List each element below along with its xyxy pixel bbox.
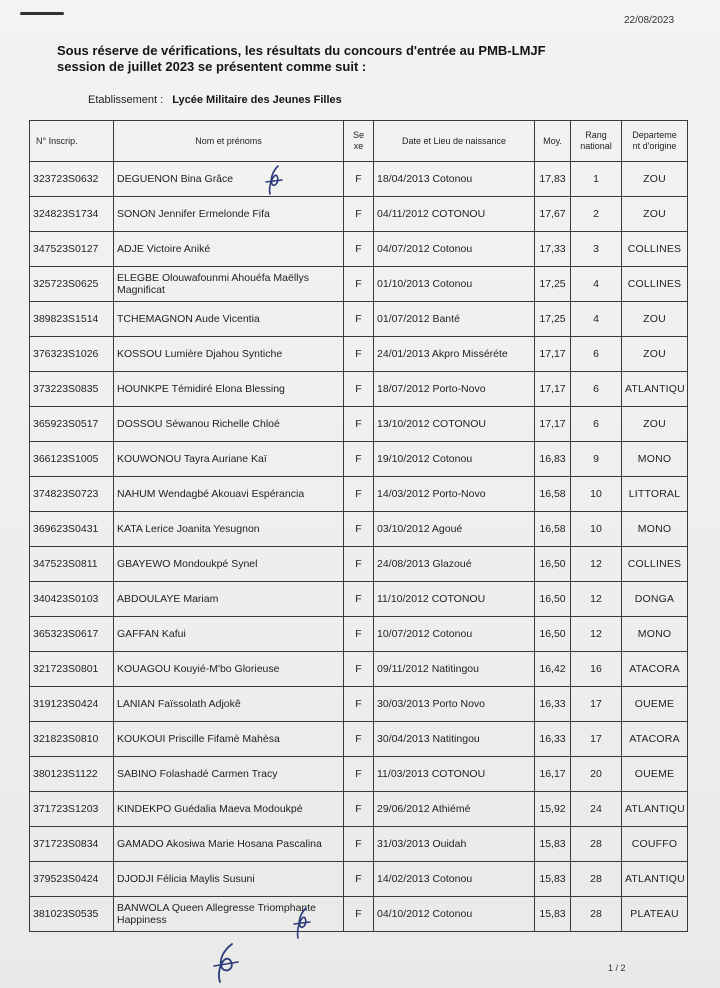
table-row xyxy=(30,792,688,827)
header-rank-line-1: Rang xyxy=(585,130,607,140)
cell-birth: 30/04/2013 Natitingou xyxy=(374,722,535,757)
cell-average: 16,83 xyxy=(535,442,571,477)
cell-sex: F xyxy=(344,477,374,512)
cell-sex: F xyxy=(344,722,374,757)
table-row xyxy=(30,442,688,477)
cell-sex: F xyxy=(344,232,374,267)
cell-sex: F xyxy=(344,442,374,477)
cell-birth: 18/04/2013 Cotonou xyxy=(374,162,535,197)
table-row xyxy=(30,302,688,337)
cell-name: BANWOLA Queen Allegresse Triomphante Happiness xyxy=(114,897,344,932)
cell-department: ATLANTIQU xyxy=(622,792,688,827)
table-row xyxy=(30,722,688,757)
cell-sex: F xyxy=(344,792,374,827)
cell-id: 321723S0801 xyxy=(30,652,114,687)
cell-sex: F xyxy=(344,547,374,582)
cell-sex: F xyxy=(344,162,374,197)
cell-department: ATACORA xyxy=(622,652,688,687)
cell-department: LITTORAL xyxy=(622,477,688,512)
cell-department: COLLINES xyxy=(622,547,688,582)
cell-name: KOSSOU Lumière Djahou Syntiche xyxy=(114,337,344,372)
table-header-row xyxy=(30,121,688,162)
cell-department: ZOU xyxy=(622,407,688,442)
cell-sex: F xyxy=(344,267,374,302)
cell-sex: F xyxy=(344,302,374,337)
cell-name: DEGUENON Bina Grâce xyxy=(114,162,344,197)
cell-name: SONON Jennifer Ermelonde Fifa xyxy=(114,197,344,232)
cell-average: 15,92 xyxy=(535,792,571,827)
cell-average: 17,17 xyxy=(535,337,571,372)
bottom-signature-mark xyxy=(208,940,248,986)
cell-average: 17,17 xyxy=(535,407,571,442)
header-sex-line-2: xe xyxy=(353,141,364,151)
cell-birth: 19/10/2012 Cotonou xyxy=(374,442,535,477)
establishment-name: Lycée Militaire des Jeunes Filles xyxy=(172,94,342,106)
dash-mark xyxy=(20,12,64,15)
table-row xyxy=(30,407,688,442)
table-row xyxy=(30,687,688,722)
cell-name: ELEGBE Olouwafounmi Ahouéfa Maëllys Magnificat xyxy=(114,267,344,302)
cell-rank: 4 xyxy=(571,302,622,337)
table-row xyxy=(30,617,688,652)
cell-department: ZOU xyxy=(622,197,688,232)
cell-rank: 12 xyxy=(571,547,622,582)
cell-rank: 6 xyxy=(571,337,622,372)
cell-rank: 9 xyxy=(571,442,622,477)
header-rank-line-2: national xyxy=(580,141,612,151)
cell-average: 16,33 xyxy=(535,722,571,757)
cell-sex: F xyxy=(344,372,374,407)
cell-average: 15,83 xyxy=(535,897,571,932)
cell-id: 319123S0424 xyxy=(30,687,114,722)
cell-birth: 14/02/2013 Cotonou xyxy=(374,862,535,897)
cell-department: ATLANTIQU xyxy=(622,372,688,407)
table-row xyxy=(30,652,688,687)
cell-department: COLLINES xyxy=(622,232,688,267)
cell-name: NAHUM Wendagbé Akouavi Espérancia xyxy=(114,477,344,512)
cell-rank: 17 xyxy=(571,687,622,722)
cell-birth: 29/06/2012 Athiémé xyxy=(374,792,535,827)
cell-id: 366123S1005 xyxy=(30,442,114,477)
cell-sex: F xyxy=(344,862,374,897)
cell-department: OUEME xyxy=(622,757,688,792)
cell-sex: F xyxy=(344,827,374,862)
cell-sex: F xyxy=(344,337,374,372)
cell-name: KOUAGOU Kouyié-M'bo Glorieuse xyxy=(114,652,344,687)
cell-name: ABDOULAYE Mariam xyxy=(114,582,344,617)
cell-department: ZOU xyxy=(622,162,688,197)
cell-average: 17,33 xyxy=(535,232,571,267)
cell-department: MONO xyxy=(622,617,688,652)
cell-id: 376323S1026 xyxy=(30,337,114,372)
document-date: 22/08/2023 xyxy=(624,15,675,26)
table-row xyxy=(30,757,688,792)
cell-birth: 11/03/2013 COTONOU xyxy=(374,757,535,792)
cell-department: COUFFO xyxy=(622,827,688,862)
cell-birth: 24/08/2013 Glazoué xyxy=(374,547,535,582)
cell-name: GAFFAN Kafui xyxy=(114,617,344,652)
cell-department: ZOU xyxy=(622,302,688,337)
table-row xyxy=(30,267,688,302)
cell-name: DJODJI Félicia Maylis Susuni xyxy=(114,862,344,897)
cell-department: ATLANTIQU xyxy=(622,862,688,897)
cell-rank: 1 xyxy=(571,162,622,197)
cell-name: GAMADO Akosiwa Marie Hosana Pascalina xyxy=(114,827,344,862)
heading-line-2: session de juillet 2023 se présentent comme suit : xyxy=(57,59,367,74)
header-birth: Date et Lieu de naissance xyxy=(374,121,535,162)
cell-id: 374823S0723 xyxy=(30,477,114,512)
table-row xyxy=(30,477,688,512)
cell-rank: 16 xyxy=(571,652,622,687)
cell-average: 16,50 xyxy=(535,617,571,652)
cell-average: 16,50 xyxy=(535,582,571,617)
header-rank xyxy=(571,121,622,162)
cell-rank: 2 xyxy=(571,197,622,232)
cell-rank: 6 xyxy=(571,407,622,442)
cell-name: ADJE Victoire Aniké xyxy=(114,232,344,267)
table-row xyxy=(30,897,688,932)
header-dept-line-1: Departeme xyxy=(632,130,677,140)
cell-name: SABINO Folashadé Carmen Tracy xyxy=(114,757,344,792)
cell-average: 17,25 xyxy=(535,267,571,302)
cell-average: 17,25 xyxy=(535,302,571,337)
cell-rank: 10 xyxy=(571,477,622,512)
table-row xyxy=(30,827,688,862)
cell-birth: 11/10/2012 COTONOU xyxy=(374,582,535,617)
cell-birth: 04/10/2012 Cotonou xyxy=(374,897,535,932)
header-name: Nom et prénoms xyxy=(114,121,344,162)
header-id: N° Inscrip. xyxy=(30,121,114,162)
table-row xyxy=(30,337,688,372)
cell-id: 365323S0617 xyxy=(30,617,114,652)
cell-sex: F xyxy=(344,407,374,442)
cell-department: MONO xyxy=(622,512,688,547)
table-row xyxy=(30,582,688,617)
cell-rank: 10 xyxy=(571,512,622,547)
cell-id: 365923S0517 xyxy=(30,407,114,442)
cell-birth: 04/11/2012 COTONOU xyxy=(374,197,535,232)
cell-id: 324823S1734 xyxy=(30,197,114,232)
header-sex-line-1: Se xyxy=(352,130,364,140)
cell-id: 371723S1203 xyxy=(30,792,114,827)
cell-id: 371723S0834 xyxy=(30,827,114,862)
cell-birth: 01/07/2012 Banté xyxy=(374,302,535,337)
cell-sex: F xyxy=(344,582,374,617)
establishment-line xyxy=(88,94,342,106)
cell-average: 16,58 xyxy=(535,477,571,512)
cell-birth: 24/01/2013 Akpro Misséréte xyxy=(374,337,535,372)
cell-id: 323723S0632 xyxy=(30,162,114,197)
cell-sex: F xyxy=(344,197,374,232)
cell-rank: 20 xyxy=(571,757,622,792)
results-table xyxy=(29,120,688,932)
cell-id: 347523S0127 xyxy=(30,232,114,267)
cell-sex: F xyxy=(344,897,374,932)
cell-birth: 01/10/2013 Cotonou xyxy=(374,267,535,302)
cell-name: HOUNKPE Témidiré Elona Blessing xyxy=(114,372,344,407)
cell-id: 380123S1122 xyxy=(30,757,114,792)
cell-name: TCHEMAGNON Aude Vicentia xyxy=(114,302,344,337)
table-row xyxy=(30,372,688,407)
table-row xyxy=(30,197,688,232)
cell-average: 15,83 xyxy=(535,862,571,897)
cell-department: MONO xyxy=(622,442,688,477)
cell-id: 369623S0431 xyxy=(30,512,114,547)
cell-id: 373223S0835 xyxy=(30,372,114,407)
header-sex xyxy=(344,121,374,162)
cell-birth: 09/11/2012 Natitingou xyxy=(374,652,535,687)
cell-rank: 3 xyxy=(571,232,622,267)
cell-sex: F xyxy=(344,512,374,547)
cell-birth: 18/07/2012 Porto-Novo xyxy=(374,372,535,407)
cell-average: 17,67 xyxy=(535,197,571,232)
cell-rank: 4 xyxy=(571,267,622,302)
cell-department: PLATEAU xyxy=(622,897,688,932)
cell-department: ZOU xyxy=(622,337,688,372)
cell-birth: 04/07/2012 Cotonou xyxy=(374,232,535,267)
header-dept xyxy=(622,121,688,162)
cell-average: 17,17 xyxy=(535,372,571,407)
results-heading xyxy=(57,43,677,75)
cell-average: 16,33 xyxy=(535,687,571,722)
cell-average: 16,42 xyxy=(535,652,571,687)
cell-sex: F xyxy=(344,617,374,652)
cell-id: 347523S0811 xyxy=(30,547,114,582)
cell-name: KATA Lerice Joanita Yesugnon xyxy=(114,512,344,547)
cell-id: 379523S0424 xyxy=(30,862,114,897)
cell-sex: F xyxy=(344,652,374,687)
cell-name: KOUWONOU Tayra Auriane Kaï xyxy=(114,442,344,477)
cell-id: 389823S1514 xyxy=(30,302,114,337)
cell-average: 15,83 xyxy=(535,827,571,862)
cell-name: KINDEKPO Guédalia Maeva Modoukpé xyxy=(114,792,344,827)
cell-birth: 10/07/2012 Cotonou xyxy=(374,617,535,652)
cell-department: OUEME xyxy=(622,687,688,722)
cell-sex: F xyxy=(344,757,374,792)
cell-birth: 31/03/2013 Ouidah xyxy=(374,827,535,862)
header-avg: Moy. xyxy=(535,121,571,162)
cell-rank: 12 xyxy=(571,617,622,652)
cell-name: KOUKOUI Priscille Fifamè Mahèsa xyxy=(114,722,344,757)
table-row xyxy=(30,862,688,897)
cell-rank: 28 xyxy=(571,827,622,862)
table-row xyxy=(30,547,688,582)
cell-id: 321823S0810 xyxy=(30,722,114,757)
cell-rank: 12 xyxy=(571,582,622,617)
table-row xyxy=(30,232,688,267)
cell-department: COLLINES xyxy=(622,267,688,302)
cell-rank: 6 xyxy=(571,372,622,407)
cell-rank: 28 xyxy=(571,862,622,897)
cell-average: 16,50 xyxy=(535,547,571,582)
cell-department: DONGA xyxy=(622,582,688,617)
cell-department: ATACORA xyxy=(622,722,688,757)
table-row xyxy=(30,162,688,197)
cell-rank: 28 xyxy=(571,897,622,932)
cell-birth: 03/10/2012 Agoué xyxy=(374,512,535,547)
cell-birth: 30/03/2013 Porto Novo xyxy=(374,687,535,722)
cell-id: 325723S0625 xyxy=(30,267,114,302)
results-table-body xyxy=(30,162,688,932)
cell-average: 17,83 xyxy=(535,162,571,197)
header-dept-line-2: nt d'origine xyxy=(632,141,677,151)
cell-rank: 24 xyxy=(571,792,622,827)
cell-id: 340423S0103 xyxy=(30,582,114,617)
cell-id: 381023S0535 xyxy=(30,897,114,932)
establishment-label: Etablissement : xyxy=(88,94,164,106)
cell-rank: 17 xyxy=(571,722,622,757)
cell-birth: 14/03/2012 Porto-Novo xyxy=(374,477,535,512)
cell-average: 16,58 xyxy=(535,512,571,547)
page-number: 1 / 2 xyxy=(608,963,626,973)
heading-line-1: Sous réserve de vérifications, les résultats du concours d'entrée au PMB-LMJF xyxy=(57,43,546,58)
cell-name: GBAYEWO Mondoukpé Synel xyxy=(114,547,344,582)
cell-name: DOSSOU Séwanou Richelle Chloé xyxy=(114,407,344,442)
cell-average: 16,17 xyxy=(535,757,571,792)
cell-name: LANIAN Faïssolath Adjokê xyxy=(114,687,344,722)
cell-birth: 13/10/2012 COTONOU xyxy=(374,407,535,442)
cell-sex: F xyxy=(344,687,374,722)
table-row xyxy=(30,512,688,547)
